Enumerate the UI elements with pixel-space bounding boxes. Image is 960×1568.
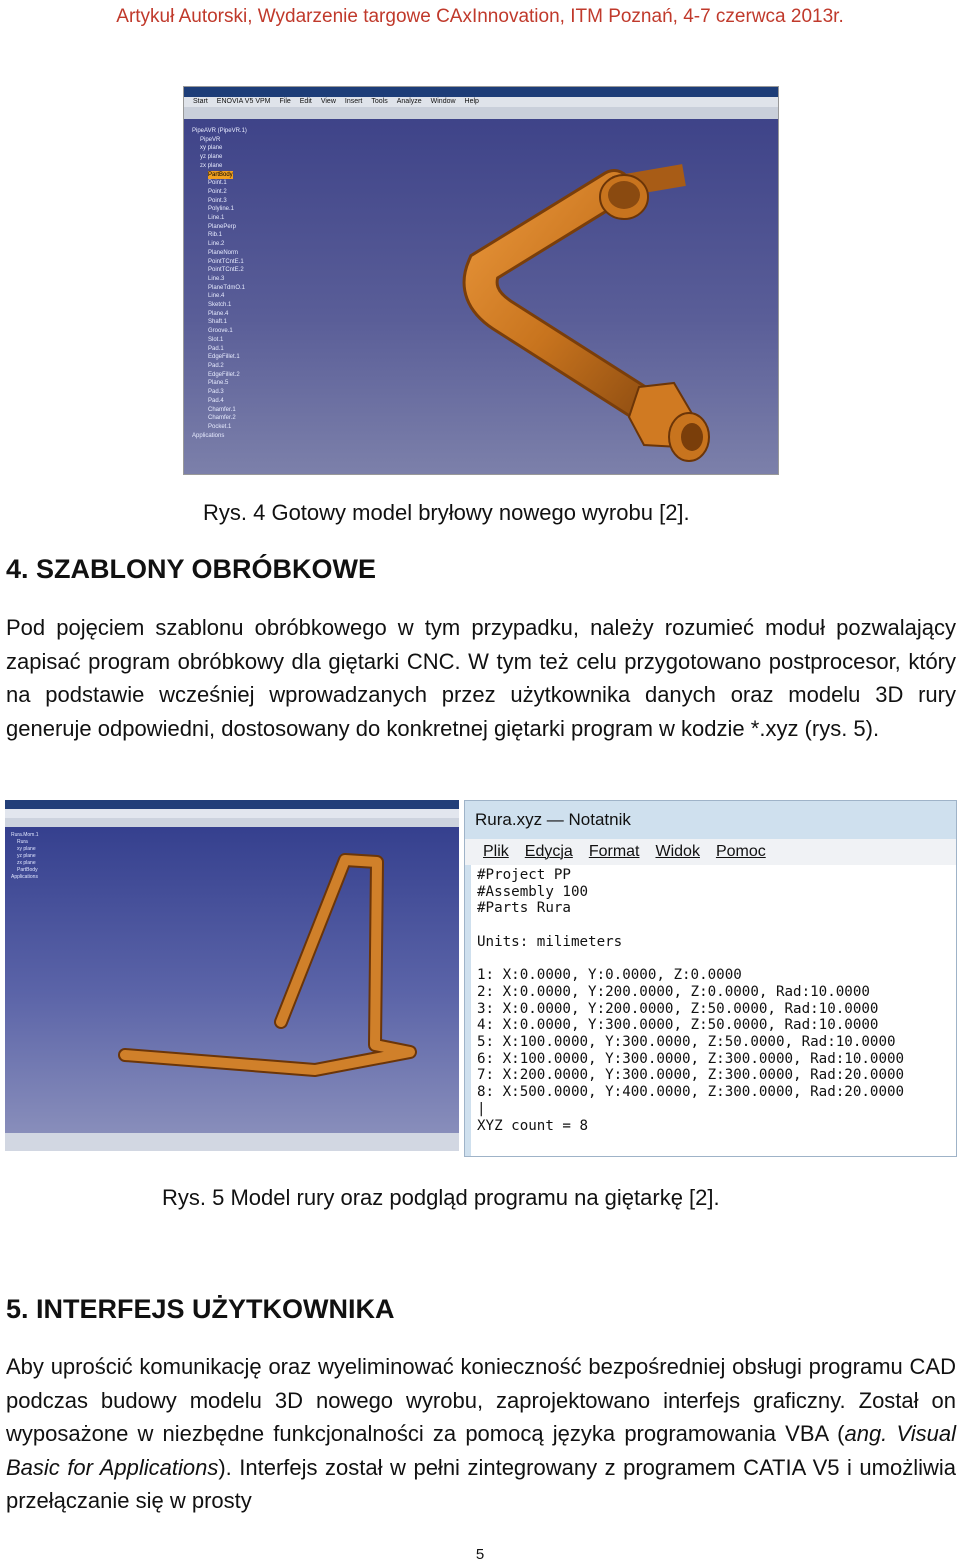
tree-node[interactable]: zx plane	[200, 162, 223, 169]
notepad-line: 1: X:0.0000, Y:0.0000, Z:0.0000	[477, 967, 742, 984]
tree-node[interactable]: Rura	[17, 839, 28, 845]
notepad-window	[464, 800, 957, 1157]
tree-node[interactable]: xy plane	[200, 145, 223, 152]
section5-text-part1: Aby uprościć komunikację oraz wyeliminować konieczność bezpośredniej obsługi programu CAD podczas budowy modelu 3D nowego wyrobu, zaprojektowano interfejs graficzny. Został on wyposażone w niezbędne funkcjonalności za pomocą języka programowania VBA (	[6, 1354, 956, 1446]
tree-node[interactable]: Chamfer.2	[208, 415, 236, 422]
tree-node[interactable]: zx plane	[17, 860, 36, 866]
tree-node[interactable]: PipeAVR (PipeVR.1)	[192, 128, 247, 134]
tree-node[interactable]: EdgeFillet.1	[208, 354, 240, 361]
notepad-line: XYZ count = 8	[477, 1117, 589, 1134]
section5-text-part2: ). Interfejs został w pełni zintegrowany z programem CATIA V5 i umożliwia przełączanie się w prosty	[6, 1454, 956, 1513]
page-header: Artykuł Autorski, Wydarzenie targowe CAxInnovation, ITM Poznań, 4-7 czerwca 2013r.	[116, 6, 844, 27]
section5-text-italic: ang. Visual Basic for Applications	[6, 1421, 956, 1480]
catia-bottom-toolbar	[5, 1133, 459, 1151]
tree-node[interactable]: Pad.4	[208, 397, 224, 404]
tree-node[interactable]: Line.4	[208, 293, 225, 300]
notepad-line: 4: X:0.0000, Y:300.0000, Z:50.0000, Rad:10.0000	[477, 1017, 879, 1034]
catia-menu-item[interactable]: Insert	[344, 98, 363, 105]
notepad-line: |	[477, 1100, 486, 1117]
tree-node[interactable]: PlaneTdmO.1	[208, 284, 246, 291]
notepad-line: #Assembly 100	[477, 883, 589, 900]
catia-menu-item[interactable]: Analyze	[396, 98, 422, 105]
tree-node[interactable]: Applications	[192, 432, 225, 439]
tree-node[interactable]: EdgeFillet.2	[208, 371, 240, 378]
notepad-line: 5: X:100.0000, Y:300.0000, Z:50.0000, Rad:10.0000	[477, 1034, 896, 1051]
tree-node[interactable]: PartBody	[208, 171, 233, 178]
tree-node[interactable]: PlanePerp	[208, 223, 237, 230]
section5-paragraph	[6, 1350, 956, 1518]
notepad-menu-bar	[465, 839, 956, 865]
notepad-menu-item[interactable]: Format	[588, 843, 640, 860]
tree-node[interactable]: Chamfer.1	[208, 406, 236, 413]
notepad-title: Rura.xyz — Notatnik	[475, 810, 631, 829]
tree-node[interactable]: yz plane	[200, 154, 223, 161]
tree-node[interactable]: Point.1	[208, 180, 227, 187]
tree-node[interactable]: Pocket.1	[208, 423, 232, 430]
catia-menu-item[interactable]: Window	[430, 98, 456, 105]
tree-node[interactable]: Pad.2	[208, 362, 224, 369]
notepad-menu-item[interactable]: Widok	[655, 843, 700, 860]
section4-heading: 4. SZABLONY OBRÓBKOWE	[6, 554, 377, 584]
catia-menu-item[interactable]: ENOVIA V5 VPM	[216, 98, 271, 105]
notepad-line: 8: X:500.0000, Y:400.0000, Z:300.0000, Rad:20.0000	[477, 1084, 905, 1101]
tree-node[interactable]: PlaneNorm	[208, 249, 239, 256]
tree-node[interactable]: xy plane	[17, 846, 36, 852]
tree-node[interactable]: Line.2	[208, 241, 225, 248]
tree-node[interactable]: Applications	[11, 874, 38, 880]
tree-node[interactable]: Pad.1	[208, 345, 224, 352]
tree-node[interactable]: Line.1	[208, 215, 225, 222]
tree-node[interactable]: PointTCntE.2	[208, 267, 244, 274]
figure4-caption: Rys. 4 Gotowy model bryłowy nowego wyrobu [2].	[203, 500, 690, 525]
tree-node[interactable]: Rura.Mom.1	[11, 832, 39, 838]
notepad-line: #Parts Rura	[477, 900, 571, 917]
page-number: 5	[475, 1546, 485, 1563]
tree-node[interactable]: Slot.1	[208, 336, 224, 343]
notepad-line	[477, 951, 956, 968]
tree-node[interactable]: Pad.3	[208, 389, 224, 396]
section5-heading: 5. INTERFEJS UŻYTKOWNIKA	[6, 1294, 395, 1324]
figure5-caption: Rys. 5 Model rury oraz podgląd programu na giętarkę [2].	[162, 1185, 720, 1210]
catia-screenshot-figure5	[5, 800, 459, 1151]
section4-paragraph: Pod pojęciem szablonu obróbkowego w tym przypadku, należy rozumieć moduł pozwalający zapisać program obróbkowy dla giętarki CNC. W tym też celu przygotowano postprocesor, który na podstawie wcześniej wprowadzanych przez użytkownika danych oraz modelu 3D rury generuje odpowiedni, dostosowany do konkretnej giętarki program w kodzie *.xyz (rys. 5).	[6, 615, 956, 741]
catia-menu-item[interactable]: File	[279, 98, 291, 105]
tree-node[interactable]: Point.2	[208, 188, 227, 195]
tree-node[interactable]: yz plane	[17, 853, 36, 859]
notepad-line: 2: X:0.0000, Y:200.0000, Z:0.0000, Rad:10.0000	[477, 983, 870, 1000]
tree-node[interactable]: Rib.1	[208, 232, 223, 239]
notepad-line: 7: X:200.0000, Y:300.0000, Z:300.0000, Rad:20.0000	[477, 1067, 905, 1084]
notepad-line: 3: X:0.0000, Y:200.0000, Z:50.0000, Rad:10.0000	[477, 1000, 879, 1017]
catia-menu-item[interactable]: Edit	[299, 98, 312, 105]
tree-node[interactable]: Plane.5	[208, 380, 229, 387]
notepad-line: 6: X:100.0000, Y:300.0000, Z:300.0000, Rad:10.0000	[477, 1050, 905, 1067]
notepad-menu-item[interactable]: Plik	[483, 843, 509, 860]
tree-node[interactable]: Line.3	[208, 275, 225, 282]
notepad-text-area	[471, 865, 956, 1156]
notepad-line: Units: milimeters	[477, 933, 623, 950]
notepad-line	[477, 917, 956, 934]
catia-menu-item[interactable]: Help	[464, 98, 479, 105]
notepad-line: #Project PP	[477, 867, 571, 883]
tree-node[interactable]: Plane.4	[208, 310, 229, 317]
notepad-menu-item[interactable]: Pomoc	[715, 843, 766, 860]
tree-node[interactable]: PointTCntE.1	[208, 258, 244, 265]
tree-node[interactable]: Point.3	[208, 197, 227, 204]
tree-node[interactable]: Shaft.1	[208, 319, 228, 326]
tree-node[interactable]: Groove.1	[208, 328, 233, 335]
catia-menu-item[interactable]: Start	[193, 98, 208, 105]
tree-node[interactable]: Sketch.1	[208, 302, 232, 309]
tree-node[interactable]: PipeVR	[200, 136, 221, 143]
pipe-model-3d	[184, 87, 778, 474]
notepad-menu-item[interactable]: Edycja	[524, 843, 573, 860]
catia-menu-item[interactable]: View	[320, 98, 336, 105]
tree-node[interactable]: PartBody	[17, 867, 38, 873]
tree-node[interactable]: Polyline.1	[208, 206, 235, 213]
catia-screenshot-figure4	[183, 86, 779, 475]
bent-pipe-model	[5, 800, 459, 1151]
catia-menu-item[interactable]: Tools	[371, 98, 388, 105]
